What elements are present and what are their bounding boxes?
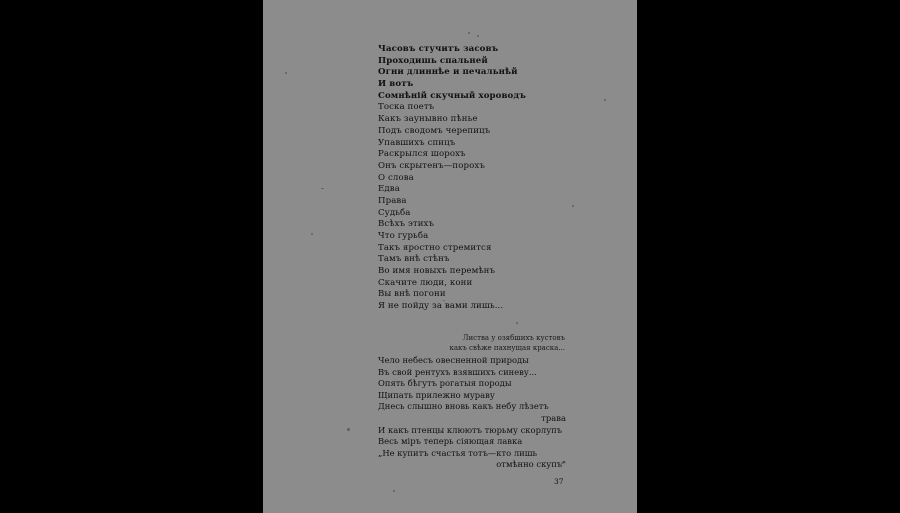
poem-line: Подъ сводомъ черепицъ <box>378 125 491 136</box>
poem-line: Вы внѣ погони <box>378 289 446 300</box>
poem-line: отмѣнно скупъ" <box>496 459 566 470</box>
paper-speck <box>347 428 350 431</box>
poem-line: Онъ скрытенъ—порохъ <box>378 160 485 171</box>
paper-speck <box>572 205 574 207</box>
paper-speck <box>604 99 606 101</box>
paper-speck <box>468 32 470 34</box>
poem-line: Тоска поетъ <box>378 102 435 113</box>
paper-speck <box>516 322 518 324</box>
paper-speck <box>393 490 395 492</box>
poem-line: Въ свой рентухъ взявшихъ синеву... <box>378 366 537 377</box>
poem-line: Проходишь спальней <box>378 55 488 66</box>
poem-line: Упавшихъ спицъ <box>378 137 456 148</box>
poem-line: Такъ яростно стремится <box>378 242 492 253</box>
poem-line: трава <box>541 412 566 423</box>
poem-line: Судьба <box>378 207 411 218</box>
poem-line: Чело небесъ овесненной природы <box>378 355 529 365</box>
poem-line: Какъ заунывно пѣнье <box>378 114 478 125</box>
poem-first <box>378 44 526 313</box>
poem-line: Всѣхъ этихъ <box>378 219 435 230</box>
poem-line: Днесь слышно вновь какъ небу лѣзетъ <box>378 401 549 412</box>
poem-line: Огни длиннѣе и печальнѣй <box>378 67 518 78</box>
poem-line: Щипать прилежно мураву <box>378 389 495 400</box>
poem-line: Опять бѣгутъ рогатыя породы <box>378 378 512 389</box>
poem-line: Весь міръ теперь сіяющая лавка <box>378 436 523 447</box>
poem-line: Скачите люди, кони <box>378 277 473 288</box>
paper-speck <box>477 35 479 37</box>
poem-second <box>378 355 566 471</box>
epigraph-line: какъ свѣже пахнущая краска... <box>449 344 565 352</box>
page-number: 37 <box>554 477 564 486</box>
poem-line: Тамъ внѣ стѣнъ <box>378 254 450 265</box>
poem-line: Сомнѣній скучный хороводъ <box>378 90 526 101</box>
poem-line: Раскрылся шорохъ <box>378 149 466 160</box>
poem-line: Во имя новыхъ перемѣнъ <box>378 266 496 277</box>
paper-speck <box>285 72 287 74</box>
paper-speck <box>311 233 313 235</box>
epigraph-line: Листва у озябшихъ кустовъ <box>462 334 565 342</box>
poem-line: И вотъ <box>378 79 414 90</box>
paper-speck <box>321 188 324 189</box>
poem-line: И какъ птенцы клюютъ тюрьму скорлупъ <box>378 424 563 435</box>
poem-line: Часовъ стучитъ засовъ <box>378 44 499 54</box>
poem-line: Права <box>378 195 407 206</box>
poem-line: Я не пойду за вами лишь... <box>378 301 504 312</box>
poem-line: О слова <box>378 172 414 183</box>
poem-line: Едва <box>378 184 400 195</box>
poem-line: „Не купитъ счастья тотъ—кто лишь <box>378 447 538 458</box>
scanned-page <box>263 0 637 513</box>
epigraph <box>449 333 565 353</box>
poem-line: Что гурьба <box>378 231 429 241</box>
